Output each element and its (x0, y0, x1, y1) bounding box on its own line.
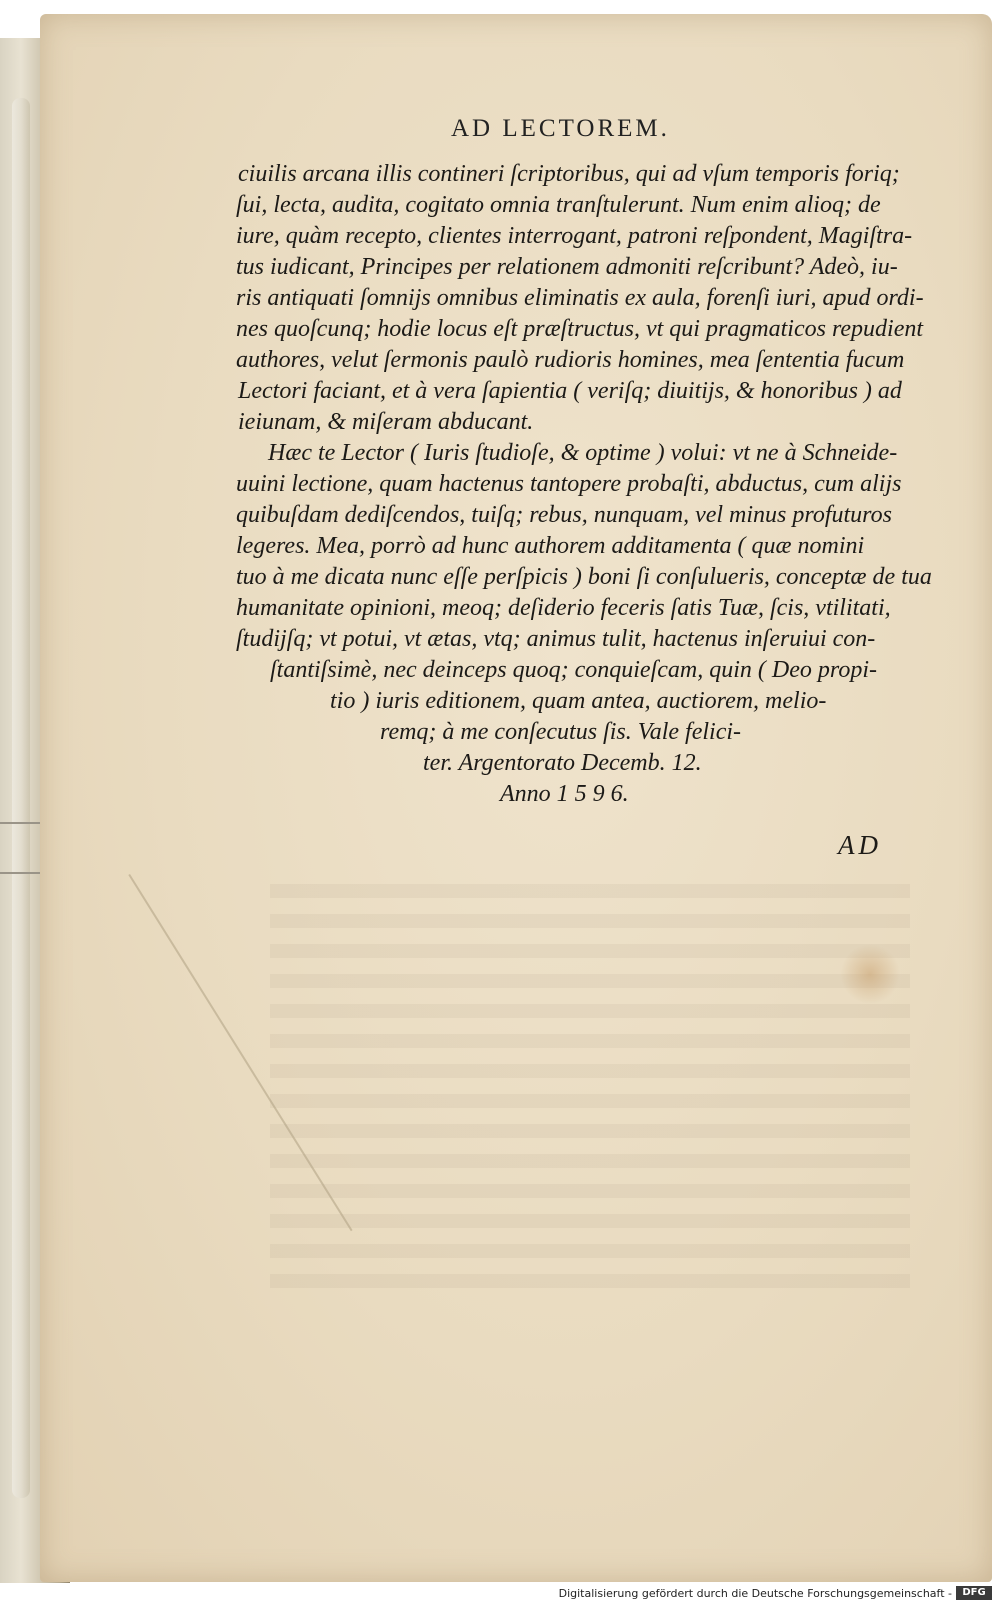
catchword: AD (838, 830, 882, 860)
text-line: ciuilis arcana illis contineri ſcriptoribus, qui ad vſum temporis foriq; (238, 161, 900, 187)
text-line: ter. Argentorato Decemb. 12. (423, 750, 702, 776)
text-line: tio ) iuris editionem, quam antea, auctiorem, melio- (330, 688, 827, 714)
text-line: ſtudijſq; vt potui, vt ætas, vtq; animus tulit, hactenus inſeruiui con- (236, 626, 876, 652)
text-line: tus iudicant, Principes per relationem admoniti reſcribunt? Adeò, iu- (236, 254, 898, 280)
text-line: ſui, lecta, audita, cogitato omnia tranſtulerunt. Num enim alioq; de (236, 192, 881, 218)
text-line: Anno 1 5 9 6. (500, 781, 629, 807)
text-line: ieiunam, & miſeram abducant. (238, 409, 534, 435)
footer-credit-text: Digitalisierung gefördert durch die Deutsche Forschungsgemeinschaft - (558, 1587, 952, 1600)
dfg-logo: DFG (956, 1586, 992, 1600)
text-line: iure, quàm recepto, clientes interrogant, patroni reſpondent, Magiſtra- (236, 223, 913, 249)
running-heading: AD LECTOREM. (451, 115, 670, 142)
page-stain (840, 944, 900, 1004)
text-line: tuo à me dicata nunc eſſe perſpicis ) boni ſi conſulueris, conceptæ de tua (236, 564, 932, 590)
text-line: legeres. Mea, porrò ad hunc authorem additamenta ( quæ nomini (236, 533, 865, 559)
text-line: authores, velut ſermonis paulò rudioris homines, mea ſententia fucum (236, 347, 905, 373)
digitization-footer (0, 1585, 1000, 1603)
text-line: ris antiquati ſomnijs omnibus eliminatis ex aula, forenſi iuri, apud ordi- (236, 285, 924, 311)
bleed-through-text (270, 884, 910, 1304)
text-line: ſtantiſsimè, nec deinceps quoq; conquieſcam, quin ( Deo propi- (270, 657, 877, 683)
text-line: uuini lectione, quam hactenus tantopere probaſti, abductus, cum alijs (236, 471, 902, 497)
text-line: Lectori faciant, et à vera ſapientia ( veriſq; diuitijs, & honoribus ) ad (238, 378, 902, 404)
text-line: humanitate opinioni, meoq; deſiderio feceris ſatis Tuæ, ſcis, vtilitati, (236, 595, 891, 621)
text-line: nes quoſcunq; hodie locus eſt præſtructus, vt qui pragmaticos repudient (236, 316, 924, 342)
text-line: remq; à me conſecutus ſis. Vale felici- (380, 719, 742, 745)
text-line: Hæc te Lector ( Iuris ſtudioſe, & optime ) volui: vt ne à Schneide- (268, 440, 898, 466)
text-line: quibuſdam dediſcendos, tuiſq; rebus, nunquam, vel minus profuturos (236, 502, 892, 528)
